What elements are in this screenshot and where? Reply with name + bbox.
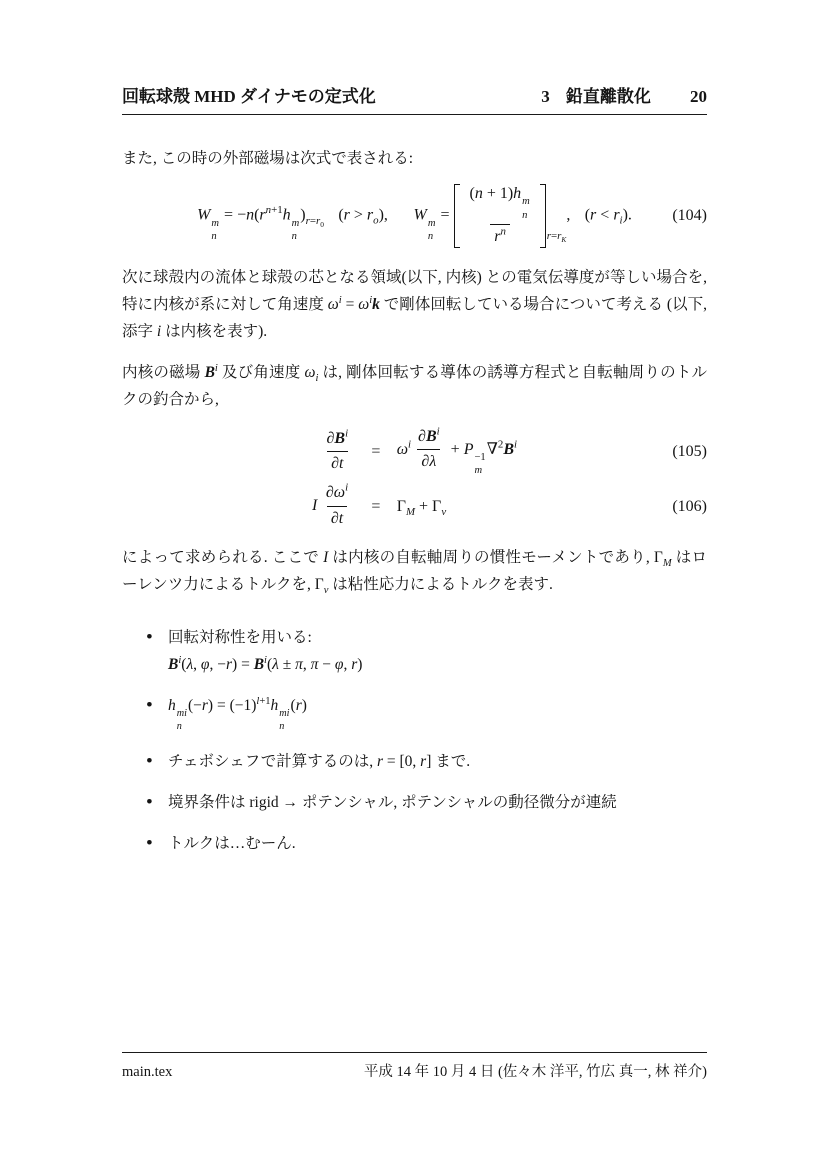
- list-item-symmetry: • 回転対称性を用いる: $B^i(\lambda$, φ, $-r) = B^i(\lambda \pm \pi$, π − φ, r): [168, 624, 707, 678]
- equation-106-relation: =: [371, 497, 381, 515]
- equation-array: [122, 427, 707, 530]
- equation-105-rhs: $\omega^i$ $\frac{\partial B^i}{\partial\lambda}$ + P −1 m $\nabla^2B^i$: [396, 425, 518, 477]
- page-footer: [122, 1052, 707, 1081]
- section-number: 3: [541, 87, 550, 106]
- section-title: 鉛直離散化: [565, 87, 651, 106]
- equation-105-number: (105): [672, 442, 707, 460]
- header-section-area: [541, 82, 707, 107]
- bullet-list: [168, 624, 707, 857]
- equation-104: [122, 184, 707, 248]
- equation-104-number: (104): [672, 206, 707, 224]
- paragraph-induction-intro: 内核の磁場 $B^i$ 及び角速度 $\omega_i$ は, 剛体回転する導体の誘導方程式と自転軸周りのトルクの釣合から,: [122, 362, 707, 408]
- list-item-torque: • トルクは…むーん.: [168, 830, 707, 857]
- footer-dateline: 平成 14 年 10 月 4 日 (佐々木 洋平, 竹広 真一, 林 祥介): [363, 1064, 707, 1080]
- paragraph-inner-core: 次に球殻内の流体と球殻の芯となる領域(以下, 内核) との電気伝導度が等しい場合を, 特に内核が系に対して角速度 $\omega^i = \omega^ik$ で剛体回転している場合について考える (以下, 添字 i は内核を表す).: [122, 268, 707, 340]
- list-item-chebyshev: • チェボシェフで計算するのは, r = [0, r] まで.: [168, 748, 707, 775]
- equation-106-lhs: I $\frac{\partial\omega^i}{\partial t}$: [312, 483, 355, 530]
- equation-106-rhs: $\Gamma_M + \Gamma_\nu$: [396, 497, 447, 518]
- equation-105-lhs: $\frac{\partial B^i}{\partial t}$: [320, 429, 356, 476]
- list-item-boundary: • 境界条件は rigid → ポテンシャル, ポテンシャルの動径微分が連続: [168, 789, 707, 816]
- equation-105-relation: =: [371, 442, 381, 460]
- running-title: 回転球殻 MHD ダイナモの定式化: [122, 87, 376, 106]
- page-number: 20: [690, 87, 707, 106]
- footer-filename: main.tex: [122, 1064, 173, 1080]
- equation-106-number: (106): [672, 497, 707, 515]
- list-item-parity: • h mi n $(-r) = (-1)^{l+1}h$ mi n (r): [168, 692, 707, 734]
- paragraph-intro: また, この時の外部磁場は次式で表される:: [122, 150, 414, 167]
- paragraph-torque: によって求められる. ここで I は内核の自転軸周りの慣性モーメントであり, $\Gamma_M$ はローレンツ力によるトルクを, $\Gamma_\nu$ は粘性応力によるトルクを表す.: [122, 548, 707, 596]
- page-header: [122, 82, 707, 115]
- equation-104-math: W m n = $-n(r^{n+1}h$ m n )$_{r=r_0}(r > r_o)$, W m n = (n + 1)h m n $r^n$ $_{r=r_K}$, $(r < r_i)$.: [197, 184, 632, 248]
